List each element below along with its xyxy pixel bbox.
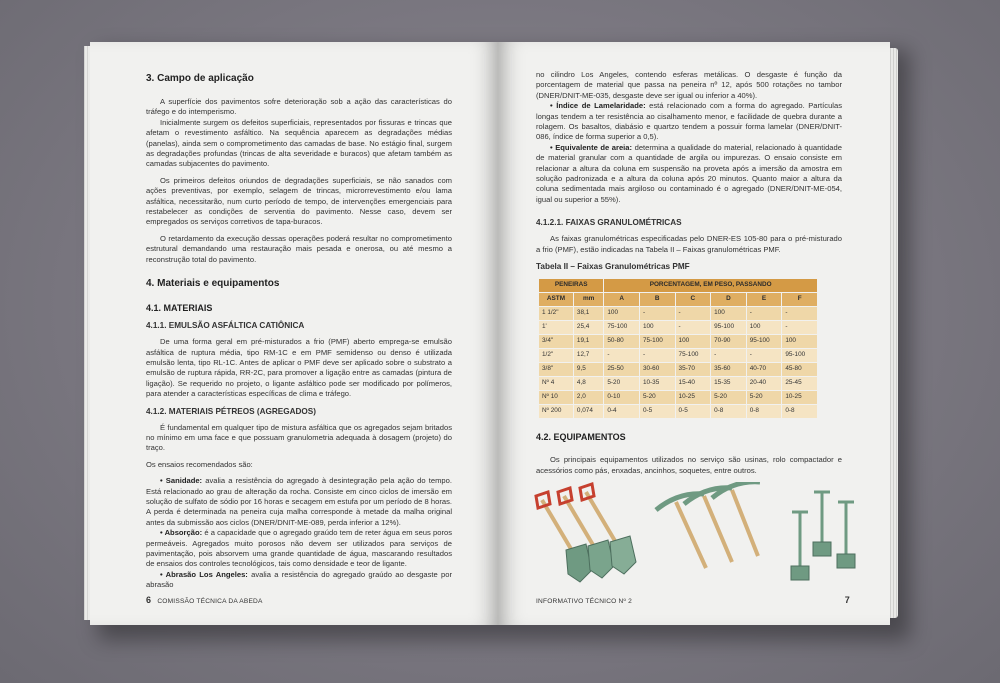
table-row [539, 349, 818, 363]
equipamentos-paragraph: Os principais equipamentos utilizados no serviço são usinas, rolo compactador e acessórios como pás, enxadas, ancinhos, soquetes, entre outros. [536, 455, 842, 475]
table-cell: 5-20 [604, 377, 640, 391]
pickaxe-icon [684, 488, 732, 562]
table-header-porcentagem: PORCENTAGEM, EM PESO, PASSANDO [604, 279, 818, 293]
table-cell: 10-25 [675, 391, 711, 405]
sanidade-label: • Sanidade: [160, 476, 203, 486]
table-cell: 0-8 [746, 405, 782, 419]
right-page-content [536, 70, 842, 476]
pickaxe-icon [712, 482, 760, 556]
table-cell: 20-40 [746, 377, 782, 391]
petreos-paragraph: É fundamental em qualquer tipo de mistura asfáltica que os agregados sejam britados no mínimo em uma face e que possuam granulometria adequada à dosagem (projeto) do traço. [146, 422, 452, 453]
table-cell: 100 [639, 321, 675, 335]
table-row [539, 363, 818, 377]
table-row [539, 335, 818, 349]
table-body [539, 307, 818, 419]
table-row [539, 321, 818, 335]
table-subheader-cell: ASTM [539, 293, 574, 307]
lamelaridade-text: está relacionado com a forma do agregado. Partículas longas tendem a ter resistência ao cisalhamento menor, e facilidade de quebra durante a rolagem. Os basaltos, diabásio e quartzo tendem a possuir forma lamelar (DNER/DNIT-086, índice de forma superior a 0,5). [536, 101, 843, 142]
lamelaridade-label: • Índice de Lamelaridade: [550, 101, 646, 111]
heading-emulsao: 4.1.1. EMULSÃO ASFÁLTICA CATIÔNICA [146, 321, 305, 331]
table-subheader-cell: C [675, 293, 711, 307]
table-cell: 100 [782, 335, 818, 349]
table-cell: 30-60 [639, 363, 675, 377]
heading-campo-aplicacao: 3. Campo de aplicação [146, 73, 254, 84]
table-cell: 38,1 [573, 307, 603, 321]
left-footer [146, 595, 263, 605]
table-cell: 0-10 [604, 391, 640, 405]
tools-illustration [528, 482, 868, 592]
sanidade-text: avalia a resistência do agregado à desintegração pela ação do tempo. Está relacionado ao grau de alteração da rocha. Consiste em cinco ciclos de imersão em solução de sulfato de sódio por 16 horas e secagem em estufa por um período de 8 horas. A perda é determinada na peneira cuja malha corresponde à metade da malha original antes da submissão aos ciclos (DNER/DNIT-ME-089, perda inferior a 12%). [146, 476, 452, 527]
table-cell: 45-80 [782, 363, 818, 377]
table-cell: 15-40 [675, 377, 711, 391]
table-cell: 0-8 [782, 405, 818, 419]
faixas-paragraph: As faixas granulométricas especificadas pelo DNER-ES 105-80 para o pré-misturado a frio (PMF), estão indicadas na Tabela II – Faixas granulométricas PMF. [536, 234, 842, 254]
table-cell: 40-70 [746, 363, 782, 377]
table-cell: - [711, 349, 747, 363]
table-row [539, 307, 818, 321]
campo-paragraph-3: Os primeiros defeitos oriundos de degradações superficiais, se não sanados com ações preventivas, por exemplo, selagem de trincas, microrrevestimento e/ou lama asfáltica, necessitarão, num curto período de tempo, de intervenções emergenciais para restabelecer as condições de serventia do pavimento. Nesse caso, devem ser empregados os serviços corretivos de tapa-buracos. [146, 175, 452, 227]
table-subheader-cell: E [746, 293, 782, 307]
table-cell: 95-100 [711, 321, 747, 335]
absorcao-label: • Absorção: [160, 528, 203, 538]
table-cell: 70-90 [711, 335, 747, 349]
table-row [539, 405, 818, 419]
tamper-icon [837, 502, 855, 568]
table-cell: - [782, 321, 818, 335]
table-subheader-cell: B [639, 293, 675, 307]
table-cell: - [675, 321, 711, 335]
table-cell: 100 [604, 307, 640, 321]
table-cell: 75-100 [675, 349, 711, 363]
table-row [539, 377, 818, 391]
page-number-left: 6 [146, 595, 152, 605]
abrasao-continuation: no cilindro Los Angeles, contendo esferas metálicas. O desgaste é função da porcentagem de material que passa na peneira nº 12, após 500 rotações no tambor (DNER/DNIT-ME-035, desgaste deve ser igual ou inferior a 40%). [536, 70, 842, 100]
table-cell: 25,4 [573, 321, 603, 335]
table-cell: 5-20 [639, 391, 675, 405]
item-abrasao [146, 570, 452, 591]
tamper-icon [813, 492, 831, 556]
left-page-content [146, 72, 452, 591]
left-page [90, 42, 498, 625]
table-subheader-cell: F [782, 293, 818, 307]
table-cell: 95-100 [746, 335, 782, 349]
table-cell: 95-100 [782, 349, 818, 363]
table-cell: - [746, 307, 782, 321]
table-cell: 1 1/2" [539, 307, 574, 321]
table-cell: 1' [539, 321, 574, 335]
item-sanidade [146, 476, 452, 528]
heading-equipamentos: 4.2. EQUIPAMENTOS [536, 432, 626, 443]
table-cell: - [782, 307, 818, 321]
heading-materiais-petreos: 4.1.2. MATERIAIS PÉTREOS (AGREGADOS) [146, 406, 316, 416]
heading-materiais: 4.1. MATERIAIS [146, 303, 213, 314]
table-cell: 5-20 [711, 391, 747, 405]
right-page [498, 42, 890, 625]
table-cell: 75-100 [639, 335, 675, 349]
table-row [539, 391, 818, 405]
abrasao-label: • Abrasão Los Angeles: [160, 569, 248, 579]
table-cell: 10-35 [639, 377, 675, 391]
table-cell: 10-25 [782, 391, 818, 405]
granulometric-table [538, 278, 818, 419]
table-cell: 0-4 [604, 405, 640, 419]
heading-faixas-granulometricas: 4.1.2.1. FAIXAS GRANULOMÉTRICAS [536, 218, 682, 228]
campo-paragraph-2: Inicialmente surgem os defeitos superficiais, representados por fissuras e trincas que afetam o revestimento asfáltico. Na sequência aparecem as degradações médias (panelas), ainda sem o comprometimento das camadas de base. No estágio final, surgem as degradações profundas (trincas de alta severidade e buracos) que afetam também as camadas subjacentes do pavimento. [146, 117, 452, 169]
tamper-icon [791, 512, 809, 580]
table-cell: 2,0 [573, 391, 603, 405]
shovel-icon [536, 492, 592, 582]
item-lamelaridade [536, 101, 842, 143]
table-cell: 75-100 [604, 321, 640, 335]
table-cell: - [604, 349, 640, 363]
campo-paragraph-4: O retardamento da execução dessas operações poderá resultar no comprometimento estrutural demandando uma restauração mais pesada e onerosa, ou até mesmo a reconstrução total do pavimento. [146, 233, 452, 264]
absorcao-text: é a capacidade que o agregado graúdo tem de reter água em seus poros permeáveis. Agregados muito porosos não devem ser utilizados para serviços de pavimentação, pois absorvem uma grande quantidade de água, mascarando resultados de ensaios dos controles tecnológicos, tais como densidade e teor de ligante. [146, 528, 453, 569]
footer-text-left: COMISSÃO TÉCNICA DA ABEDA [157, 598, 263, 605]
table-cell: 35-70 [675, 363, 711, 377]
table-cell: Nº 4 [539, 377, 574, 391]
right-footer [536, 598, 632, 605]
table-cell: 25-50 [604, 363, 640, 377]
table-cell: - [639, 349, 675, 363]
table-cell: 0-5 [639, 405, 675, 419]
table-cell: 3/8" [539, 363, 574, 377]
table-cell: 1/2" [539, 349, 574, 363]
table-subheader-cell: D [711, 293, 747, 307]
table-header-peneiras: PENEIRAS [539, 279, 604, 293]
table-cell: 0-5 [675, 405, 711, 419]
table-cell: 3/4" [539, 335, 574, 349]
item-absorcao [146, 528, 452, 570]
footer-text-right: INFORMATIVO TÉCNICO Nº 2 [536, 598, 632, 605]
table-cell: 0,074 [573, 405, 603, 419]
table-subheader-cell: mm [573, 293, 603, 307]
right-footer-number [845, 595, 850, 605]
table-cell: - [639, 307, 675, 321]
emulsao-paragraph: De uma forma geral em pré-misturados a frio (PMF) aberto emprega-se emulsão asfáltica de ruptura média, tipo RM-1C e em PMF semidenso ou denso é utilizada emulsão lenta, tipo RL-1C. Antes de aplicar o PMF deve ser aplicado sobre o substrato a emulsão de ruptura rápida, RR-2C, para promover a ligação entre as camadas (pintura de ligação). Se requerido no projeto, o ligante asfáltico pode ser modificado por polímeros, para atender a características específicas de clima e tráfego. [146, 337, 452, 399]
table-cell: 50-80 [604, 335, 640, 349]
ensaios-intro: Os ensaios recomendados são: [146, 459, 253, 469]
table-cell: 100 [675, 335, 711, 349]
page-number-right: 7 [844, 595, 850, 605]
heading-materiais-equipamentos: 4. Materiais e equipamentos [146, 278, 280, 290]
table-cell: 15-35 [711, 377, 747, 391]
areia-label: • Equivalente de areia: [550, 142, 633, 152]
table-cell: 12,7 [573, 349, 603, 363]
campo-paragraph-1: A superfície dos pavimentos sofre deterioração sob a ação das características do tráfego e do intemperismo. [146, 97, 452, 117]
item-equivalente-areia [536, 143, 842, 205]
pickaxe-icon [656, 494, 706, 568]
table-cell: 100 [711, 307, 747, 321]
abrasao-text: avalia a resistência do agregado graúdo ao desgaste por abrasão [146, 569, 452, 590]
table-cell: Nº 200 [539, 405, 574, 419]
table-cell: - [675, 307, 711, 321]
table-cell: 0-8 [711, 405, 747, 419]
table-title: Tabela II – Faixas Granulométricas PMF [536, 262, 690, 272]
table-cell: 5-20 [746, 391, 782, 405]
table-subheader-cell: A [604, 293, 640, 307]
table-cell: 4,8 [573, 377, 603, 391]
areia-text: determina a qualidade do material, relacionado à quantidade de material granular com a quantidade de argila ou impurezas. O ensaio consiste em relacionar a altura da coluna em suspensão na proveta após a imersão da amostra em solução padronizada e a altura da coluna após 20 minutos. Quanto maior a altura da coluna sedimentada mais argiloso ou contaminado é o agregado (DNER/DNIT-ME-054, igual ou superior a 55%). [536, 142, 842, 204]
table-cell: 100 [746, 321, 782, 335]
table-cell: - [746, 349, 782, 363]
table-cell: Nº 10 [539, 391, 574, 405]
table-subheader-row [539, 293, 818, 307]
table-cell: 35-60 [711, 363, 747, 377]
table-cell: 19,1 [573, 335, 603, 349]
table-cell: 25-45 [782, 377, 818, 391]
table-cell: 9,5 [573, 363, 603, 377]
